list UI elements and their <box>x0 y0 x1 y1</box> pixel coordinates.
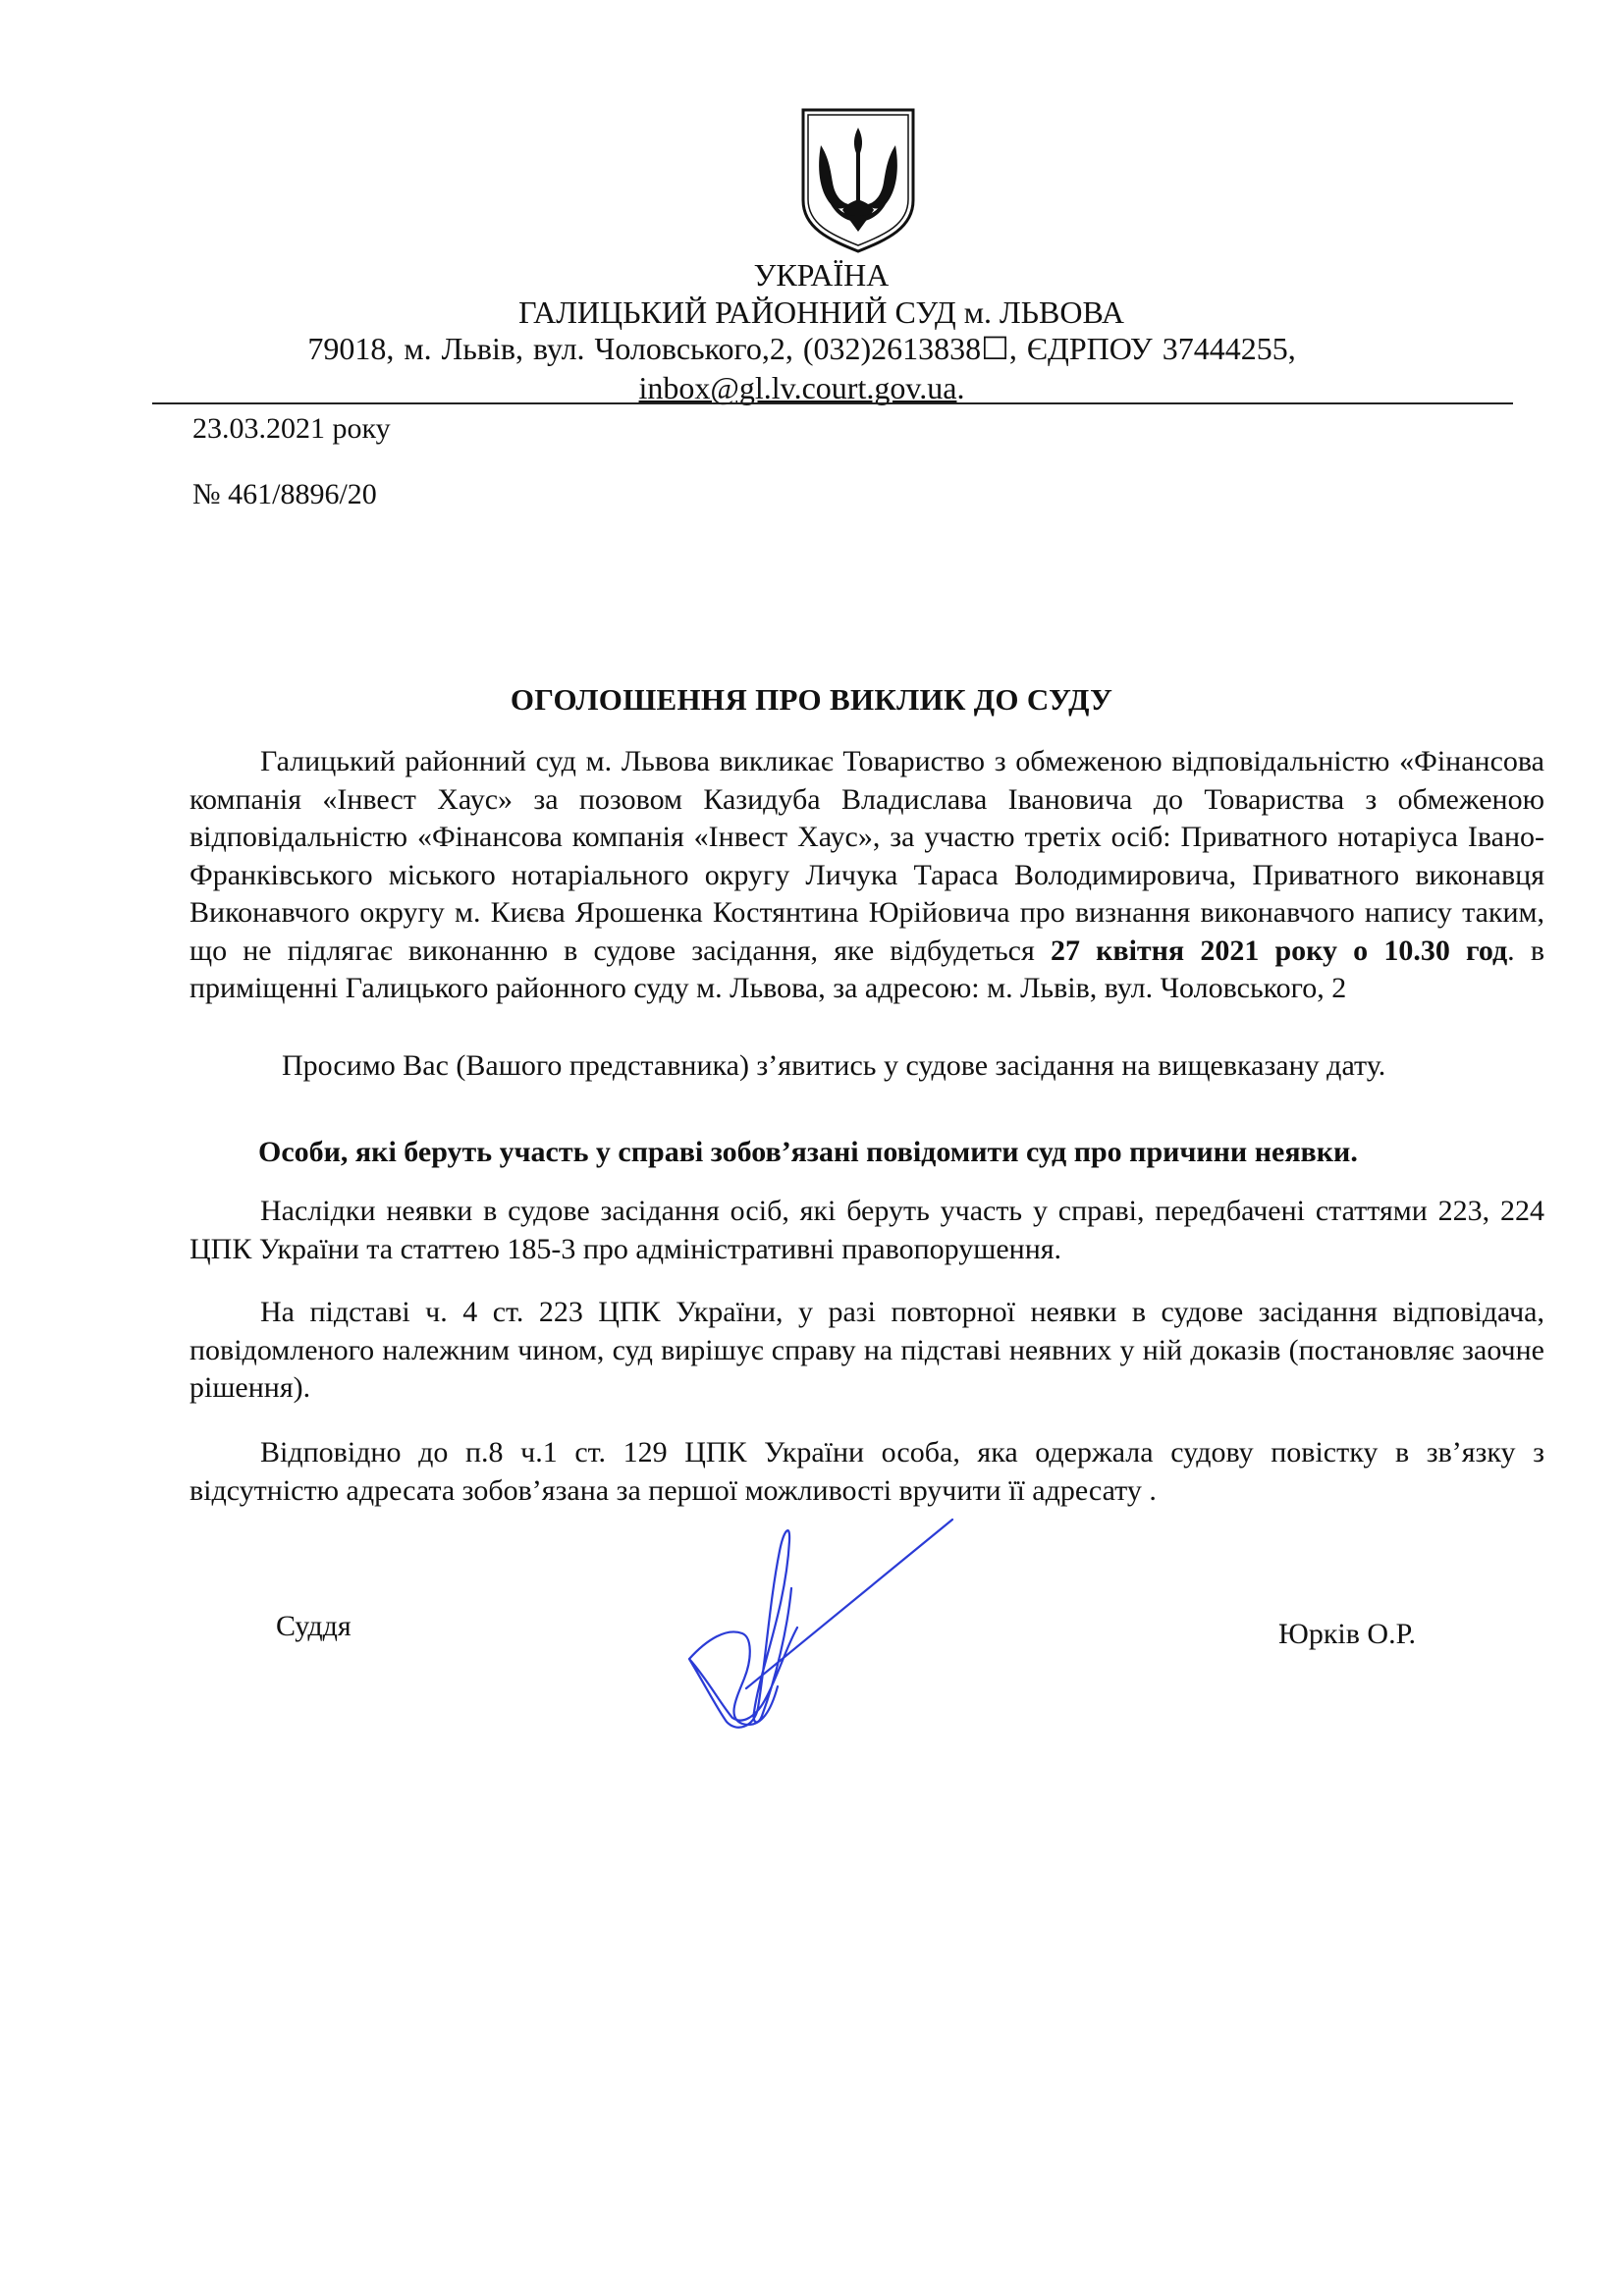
paragraph-delivery <box>189 1434 1544 1510</box>
trident-coat-of-arms-icon <box>797 106 919 253</box>
paragraph-consequences <box>189 1193 1544 1268</box>
judge-name: Юрків О.Р. <box>1278 1618 1417 1650</box>
court-address: 79018, м. Львів, вул. Чоловського,2, (032)2613838☐, ЄДРПОУ 37444255, <box>307 331 1296 366</box>
header-divider <box>152 402 1513 404</box>
judge-role: Суддя <box>276 1610 352 1642</box>
paragraph-summons <box>189 743 1544 1008</box>
country-heading: УКРАЇНА <box>753 257 890 293</box>
email-suffix: . <box>956 370 965 405</box>
paragraph-default-judgment <box>189 1294 1544 1408</box>
paragraph-request <box>189 1047 1544 1086</box>
court-email-line <box>0 370 1613 405</box>
handwritten-signature <box>668 1512 962 1747</box>
consequences-text: Наслідки неявки в судове засідання осіб, які беруть участь у справі, передбачені статтями 223, 224 ЦПК України та статтею 185-3 про адміністративні правопорушення. <box>189 1195 1544 1265</box>
document-title: ОГОЛОШЕННЯ ПРО ВИКЛИК ДО СУДУ <box>510 682 1113 717</box>
summons-tail: . в приміщенні Галицького районного суду м. Львова, за адресою: м. Львів, вул. Чоловського, 2 <box>189 934 1544 1004</box>
summons-text: Галицький районний суд м. Львова викликає Товариство з обмеженою відповідальністю «Фінансова компанія «Інвест Хаус» за позовом Казидуба Владислава Івановича до Товариства з обмеженою відповідальністю «Фінансова компанія «Інвест Хаус», за участю третіх осіб: Приватного нотаріуса Івано-Франківського міського нотаріального округу Личука Тараса Володимировича, Приватного виконавця Виконавчого округу м. Києва Ярошенка Костянтина Юрійовича про визнання виконавчого напису таким, що не підлягає виконанню в судове засідання, яке відбудеться <box>189 745 1544 967</box>
paragraph-obligation: Особи, які беруть участь у справі зобов’язані повідомити суд про причини неявки. <box>258 1136 1358 1168</box>
hearing-datetime: 27 квітня 2021 року о 10.30 год <box>1050 934 1508 967</box>
request-text: Просимо Вас (Вашого представника) з’явитись у судове засідання на вищевказану дату. <box>282 1049 1386 1082</box>
court-name: ГАЛИЦЬКИЙ РАЙОННИЙ СУД м. ЛЬВОВА <box>518 294 1124 330</box>
document-date: 23.03.2021 року <box>192 412 391 445</box>
delivery-text: Відповідно до п.8 ч.1 ст. 129 ЦПК України особа, яка одержала судову повістку в зв’язку з відсутністю адресата зобов’язана за першої можливості вручити її адресату . <box>189 1436 1544 1507</box>
default-judgment-text: На підставі ч. 4 ст. 223 ЦПК України, у разі повторної неявки в судове засідання відповідача, повідомленого належним чином, суд вирішує справу на підставі неявних у ній доказів (постановляє заочне рішення). <box>189 1296 1544 1404</box>
case-number: № 461/8896/20 <box>192 478 377 510</box>
court-email[interactable]: inbox@gl.lv.court.gov.ua <box>638 370 957 405</box>
